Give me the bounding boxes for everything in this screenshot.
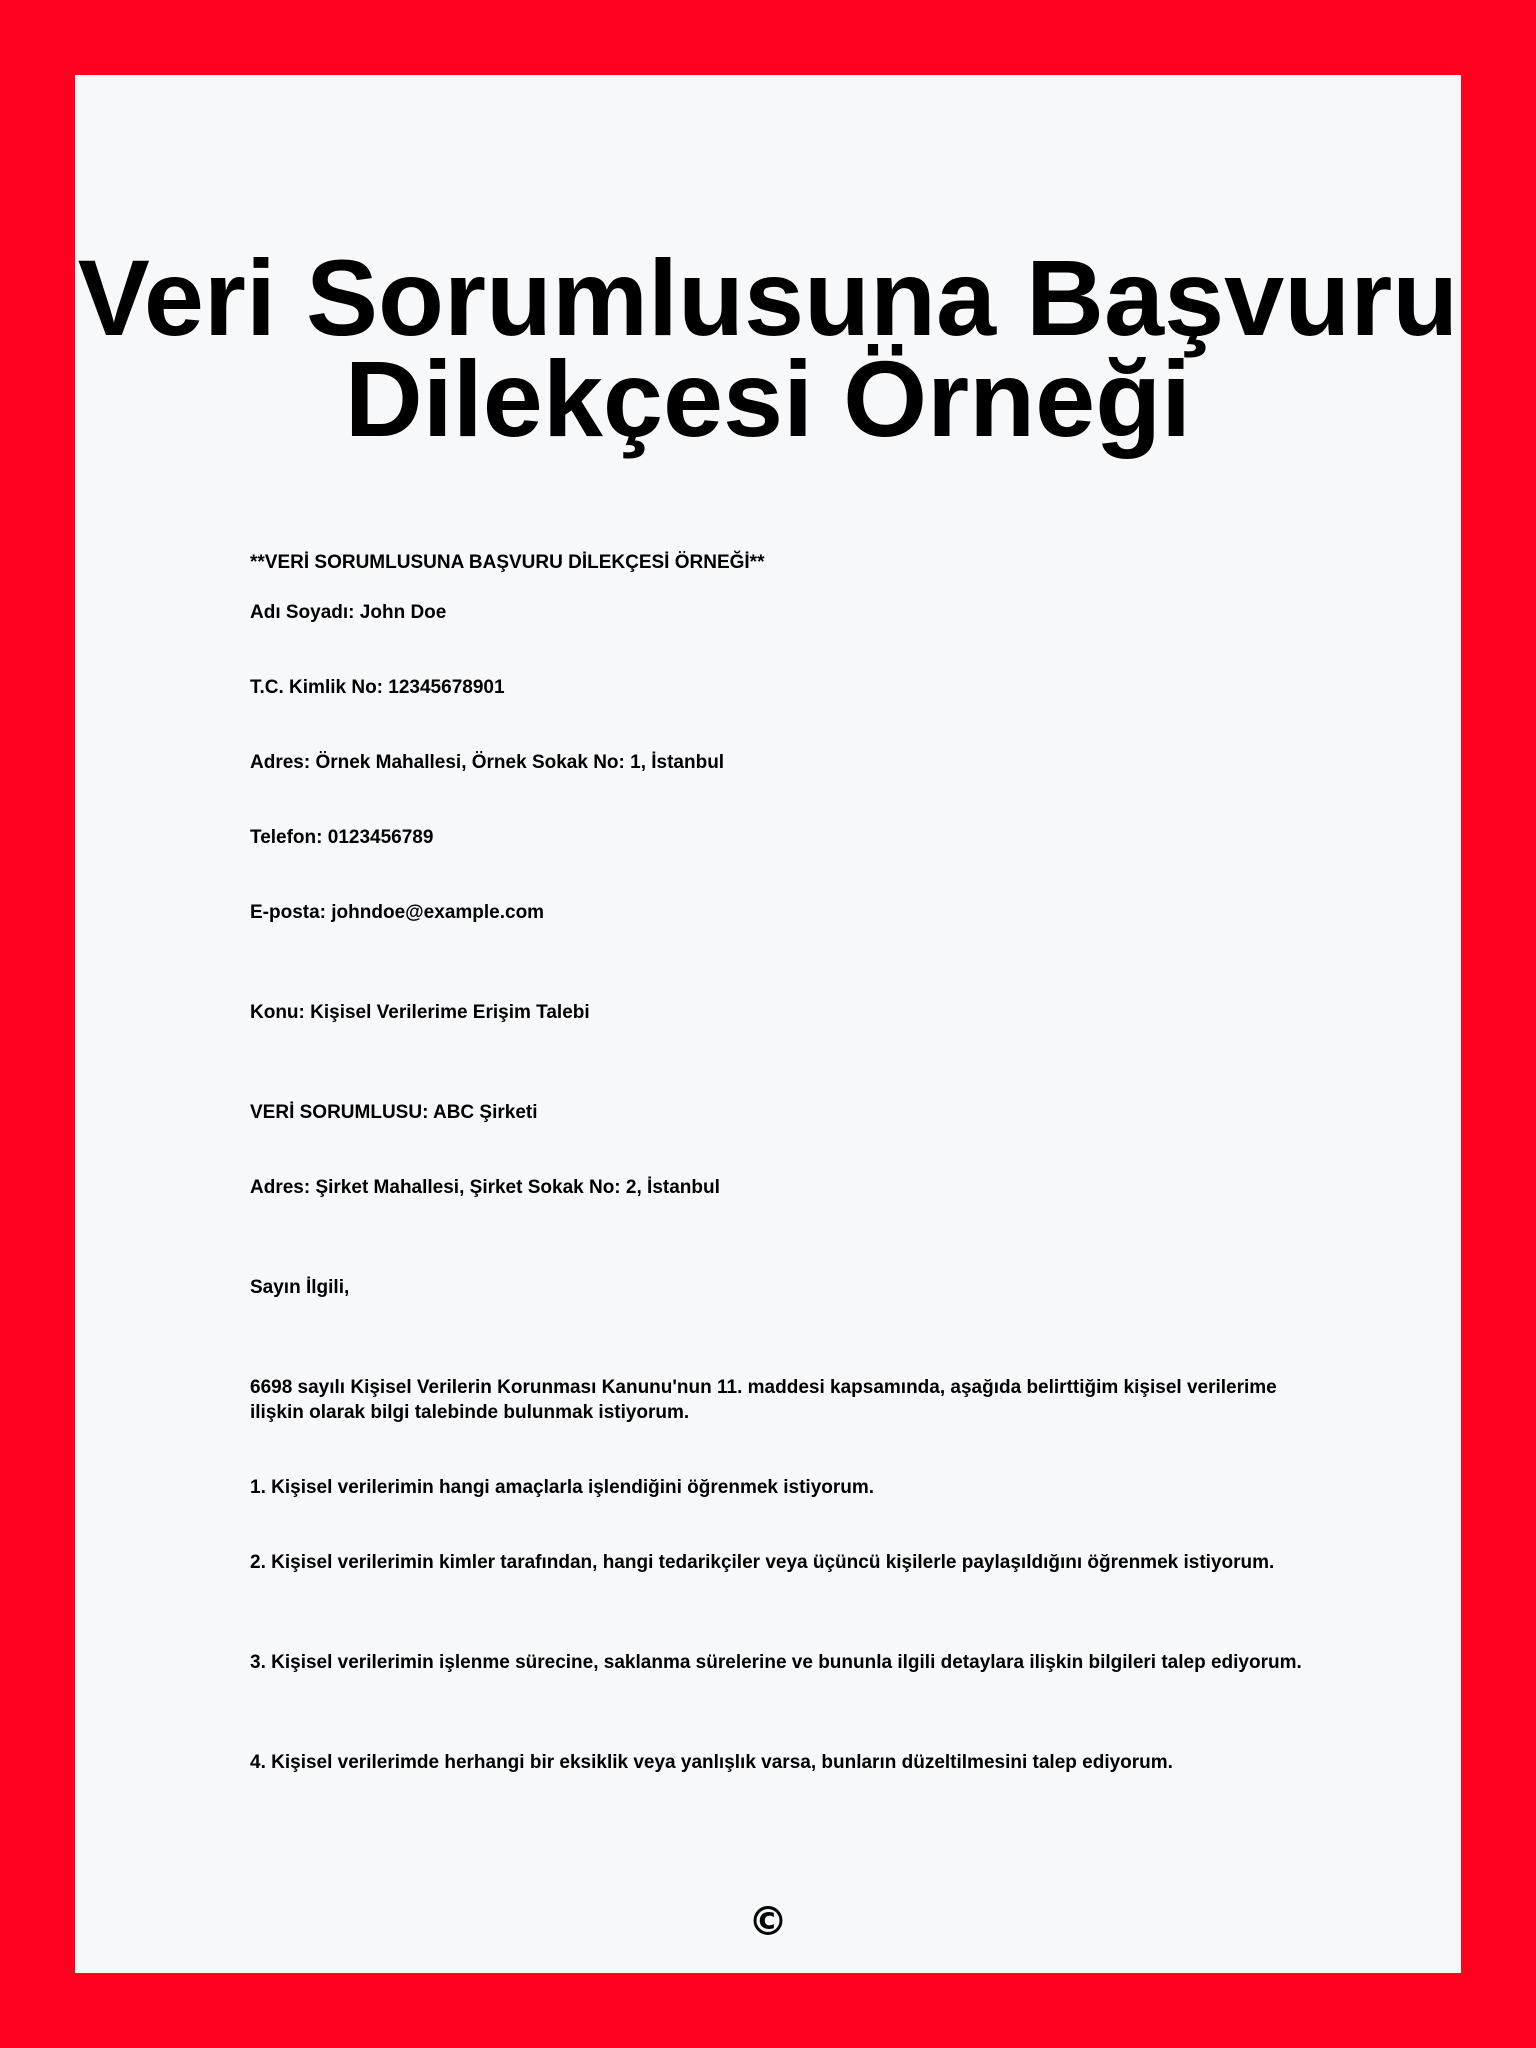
document-heading: **VERİ SORUMLUSUNA BAŞVURU DİLEKÇESİ ÖRNEĞİ** — [250, 552, 765, 573]
request-item-1: 1. Kişisel verilerimin hangi amaçlarla işlendiğini öğrenmek istiyorum. — [250, 1477, 875, 1498]
salutation: Sayın İlgili, — [250, 1277, 350, 1298]
request-item-2: 2. Kişisel verilerimin kimler tarafından, hangi tedarikçiler veya üçüncü kişilerle paylaşıldığını öğrenmek istiyorum. — [250, 1552, 1275, 1573]
document-page — [75, 75, 1461, 1973]
copyright-icon: © — [748, 1899, 788, 1945]
controller-address: Adres: Şirket Mahallesi, Şirket Sokak No: 2, İstanbul — [250, 1177, 720, 1198]
intro-paragraph: 6698 sayılı Kişisel Verilerin Korunması Kanunu'nun 11. maddesi kapsamında, aşağıda belirttiğim kişisel verilerime ilişkin olarak bilgi talebinde bulunmak istiyorum. — [250, 1377, 1277, 1423]
request-item-4: 4. Kişisel verilerimde herhangi bir eksiklik veya yanlışlık varsa, bunların düzeltilmesini talep ediyorum. — [250, 1752, 1173, 1773]
request-item-3: 3. Kişisel verilerimin işlenme sürecine, saklanma sürelerine ve bununla ilgili detaylara ilişkin bilgileri talep ediyorum. — [250, 1652, 1302, 1673]
subject-line: Konu: Kişisel Verilerime Erişim Talebi — [250, 1002, 590, 1023]
applicant-email: E-posta: johndoe@example.com — [250, 902, 545, 923]
document-title: Veri Sorumlusuna Başvuru Dilekçesi Örneği — [77, 237, 1459, 459]
applicant-tc-no: T.C. Kimlik No: 12345678901 — [250, 677, 505, 698]
controller-name: VERİ SORUMLUSU: ABC Şirketi — [250, 1102, 538, 1123]
applicant-name: Adı Soyadı: John Doe — [250, 602, 447, 623]
applicant-phone: Telefon: 0123456789 — [250, 827, 434, 848]
applicant-address: Adres: Örnek Mahallesi, Örnek Sokak No: 1, İstanbul — [250, 752, 725, 773]
